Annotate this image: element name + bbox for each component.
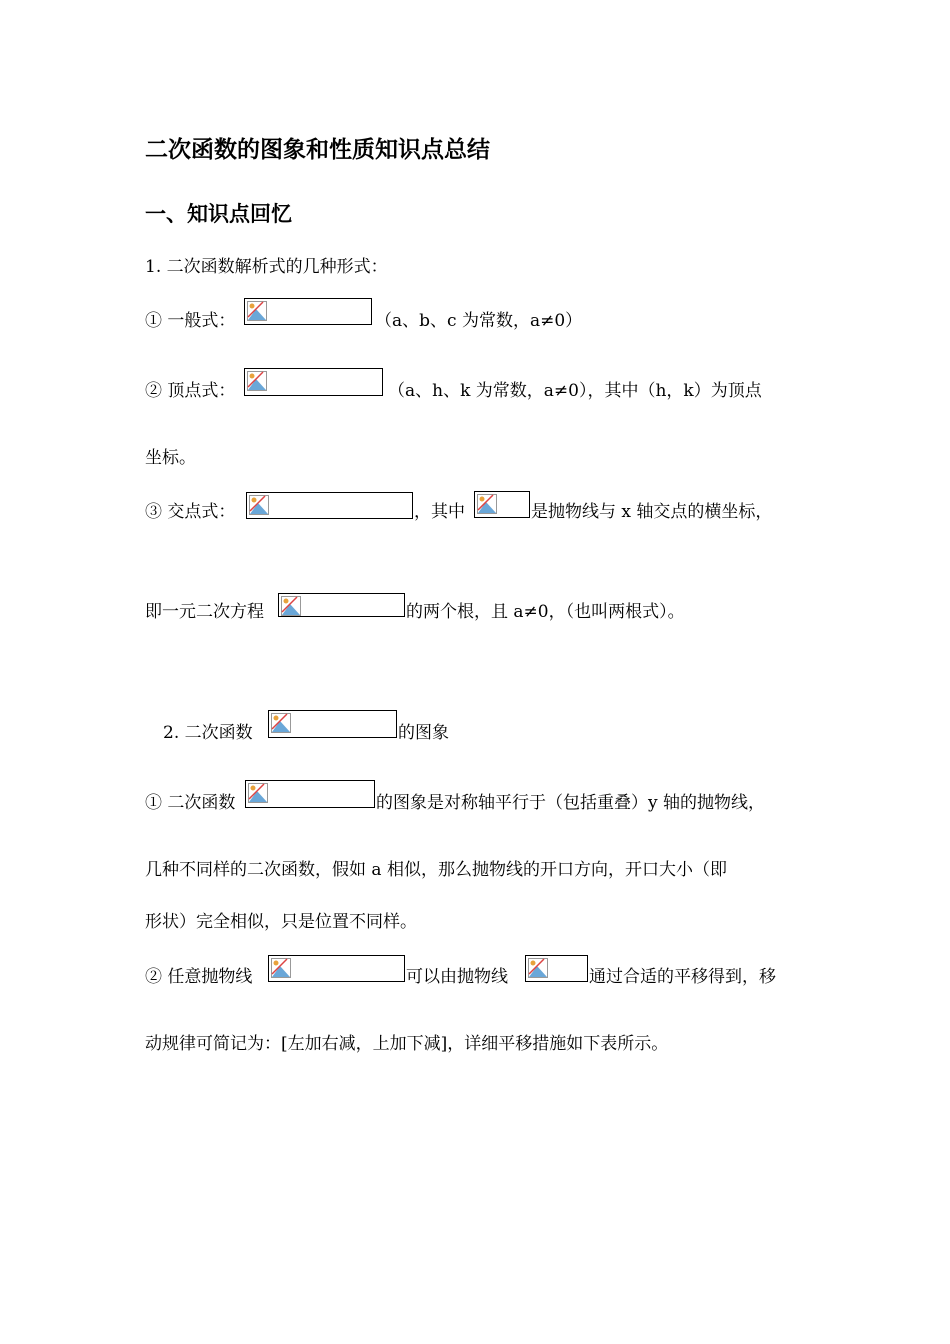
p2-mid: 可以由抛物线 — [406, 967, 508, 987]
broken-image-icon — [528, 958, 548, 978]
broken-image-icon — [271, 713, 291, 733]
formula-image-p2-a — [268, 955, 405, 982]
formula-image-general — [244, 298, 372, 325]
intercept-form-mid: ，其中 — [414, 502, 465, 522]
broken-image-icon — [247, 301, 267, 321]
intercept-line2-b: 的两个根，且 a≠0，（也叫两根式）。 — [406, 602, 685, 622]
general-form-note: （a、b、c 为常数，a≠0） — [375, 311, 583, 331]
intercept-form-label: ③ 交点式： — [145, 502, 236, 522]
p1-line2: 几种不同样的二次函数，假如 a 相似，那么抛物线的开口方向，开口大小（即 — [145, 860, 727, 880]
broken-image-icon — [248, 783, 268, 803]
broken-image-icon — [477, 494, 497, 514]
formula-image-p1 — [245, 780, 375, 808]
intercept-line2-a: 即一元二次方程 — [145, 602, 264, 622]
p1-pre: ① 二次函数 — [145, 793, 236, 813]
item-2-heading-pre: 2. 二次函数 — [163, 723, 253, 743]
vertex-form-continuation: 坐标。 — [145, 448, 196, 468]
vertex-form-label: ② 顶点式： — [145, 381, 236, 401]
formula-image-intercept — [246, 492, 413, 519]
p2-pre: ② 任意抛物线 — [145, 967, 253, 987]
p2-line2: 动规律可简记为：[左加右减，上加下减]，详细平移措施如下表所示。 — [145, 1034, 669, 1054]
formula-image-p2-b — [525, 955, 588, 982]
section-heading: 一、知识点回忆 — [145, 202, 292, 226]
formula-image-roots — [474, 491, 530, 518]
p2-post: 通过合适的平移得到，移 — [589, 967, 776, 987]
broken-image-icon — [271, 958, 291, 978]
p1-post: 的图象是对称轴平行于（包括重叠）y 轴的抛物线， — [376, 793, 766, 813]
intercept-form-tail: 是抛物线与 x 轴交点的横坐标， — [531, 502, 773, 522]
vertex-form-note: （a、h、k 为常数，a≠0），其中（h，k）为顶点 — [388, 381, 762, 401]
broken-image-icon — [281, 596, 301, 616]
general-form-label: ① 一般式： — [145, 311, 236, 331]
p1-line3: 形状）完全相似，只是位置不同样。 — [145, 912, 417, 932]
formula-image-item2 — [268, 710, 397, 738]
item-2-heading-post: 的图象 — [398, 723, 449, 743]
page-title: 二次函数的图象和性质知识点总结 — [145, 137, 490, 163]
broken-image-icon — [247, 371, 267, 391]
formula-image-equation — [278, 593, 405, 617]
item-1-heading: 1. 二次函数解析式的几种形式： — [145, 257, 388, 277]
broken-image-icon — [249, 495, 269, 515]
formula-image-vertex — [244, 368, 383, 396]
